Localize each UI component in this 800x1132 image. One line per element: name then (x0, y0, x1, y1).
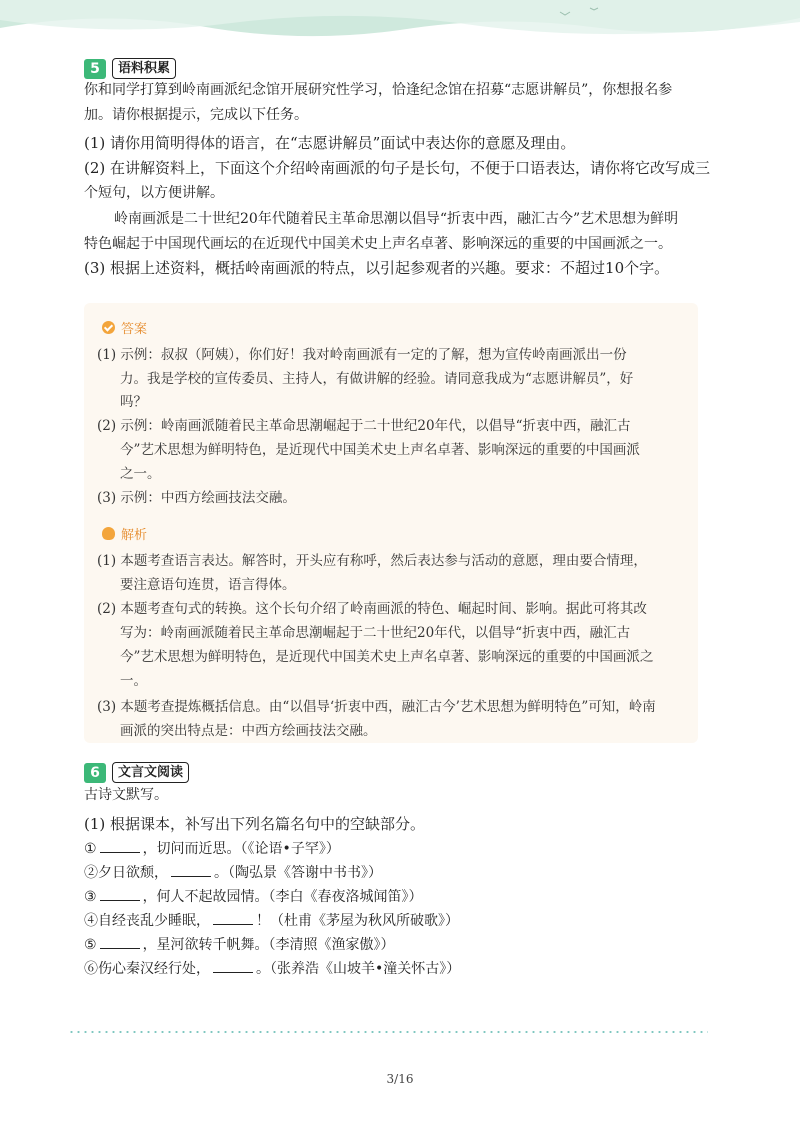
q5-task-3: (3) 根据上述资料，概括岭南画派的特点，以引起参观者的兴趣。要求：不超过10个字。 (84, 259, 670, 277)
lightbulb-icon (102, 527, 115, 540)
analysis-line: 今”艺术思想为鲜明特色，是近现代中国美术史上声名卓著、影响深远的重要的中国画派之 (120, 649, 654, 665)
analysis-line: (3) 本题考查提炼概括信息。由“以倡导‘折衷中西，融汇古今’艺术思想为鲜明特色”可知，岭南 (97, 699, 656, 715)
answer-blank[interactable] (100, 886, 140, 901)
question-6-header (84, 762, 189, 783)
q5-task-1: (1) 请你用简明得体的语言，在“志愿讲解员”面试中表达你的意愿及理由。 (84, 134, 576, 152)
answer-line: 力。我是学校的宣传委员、主持人，有做讲解的经验。请同意我成为“志愿讲解员”，好 (120, 371, 634, 387)
answer-line: (2) 示例：岭南画派随着民主革命思潮崛起于二十世纪20年代，以倡导“折衷中西，融汇古 (97, 418, 631, 434)
page-number: 3/16 (386, 1072, 414, 1086)
answer-blank[interactable] (213, 910, 253, 925)
question-number: 5 (84, 59, 106, 79)
question-tag: 文言文阅读 (112, 762, 189, 783)
analysis-line: 写为：岭南画派随着民主革命思潮崛起于二十世纪20年代，以倡导“折衷中西，融汇古 (120, 625, 631, 641)
answer-blank[interactable] (171, 862, 211, 877)
analysis-line: (2) 本题考查句式的转换。这个长句介绍了岭南画派的特色、崛起时间、影响。据此可将其改 (97, 601, 647, 617)
analysis-heading: 解析 (102, 524, 147, 543)
answer-heading: 答案 (102, 318, 147, 337)
footer-dotted-divider (68, 1031, 708, 1033)
analysis-line: 一。 (120, 673, 147, 689)
question-number: 6 (84, 763, 106, 783)
answer-line: 今”艺术思想为鲜明特色，是近现代中国美术史上声名卓著、影响深远的重要的中国画派 (120, 442, 640, 458)
q5-quote: 特色崛起于中国现代画坛的在近现代中国美术史上声名卓著、影响深远的重要的中国画派之一。 (84, 236, 672, 252)
answer-blank[interactable] (100, 838, 140, 853)
q5-text: 你和同学打算到岭南画派纪念馆开展研究性学习，恰逢纪念馆在招募“志愿讲解员”，你想报名参 (84, 82, 673, 98)
fill-in-item: ⑤ ，星河欲转千帆舞。（李清照《渔家傲》） (84, 934, 395, 955)
fill-in-item: ③ ，何人不起故园情。（李白《春夜洛城闻笛》） (84, 886, 423, 907)
fill-in-item: ⑥伤心秦汉经行处， 。（张养浩《山坡羊•潼关怀古》） (84, 958, 460, 979)
answer-line: 吗？ (120, 394, 147, 410)
question-tag: 语料积累 (112, 58, 176, 79)
question-5-header (84, 58, 176, 79)
q6-task-1: (1) 根据课本，补写出下列名篇名句中的空缺部分。 (84, 815, 426, 833)
answer-line: 之一。 (120, 466, 161, 482)
fill-in-item: ① ，切问而近思。（《论语•子罕》） (84, 838, 340, 859)
fill-in-item: ②夕日欲颓， 。（陶弘景《答谢中书书》） (84, 862, 382, 883)
analysis-line: 画派的突出特点是：中西方绘画技法交融。 (120, 723, 377, 739)
q5-quote: 岭南画派是二十世纪20年代随着民主革命思潮以倡导“折衷中西，融汇古今”艺术思想为鲜明 (114, 211, 679, 227)
analysis-line: (1) 本题考查语言表达。解答时，开头应有称呼，然后表达参与活动的意愿，理由要合情理， (97, 553, 647, 569)
check-icon (102, 321, 115, 334)
q6-intro: 古诗文默写。 (84, 787, 168, 803)
answer-line: (1) 示例：叔叔（阿姨），你们好！我对岭南画派有一定的了解，想为宣传岭南画派出一份 (97, 347, 627, 363)
header-landscape-decoration (0, 0, 800, 50)
fill-in-item: ④自经丧乱少睡眠， ！（杜甫《茅屋为秋风所破歌》） (84, 910, 459, 931)
q5-text: 加。请你根据提示，完成以下任务。 (84, 107, 308, 123)
q5-text: 个短句，以方便讲解。 (84, 185, 224, 201)
q5-task-2: (2) 在讲解资料上，下面这个介绍岭南画派的句子是长句，不便于口语表达，请你将它改写成三 (84, 159, 711, 177)
analysis-line: 要注意语句连贯，语言得体。 (120, 577, 296, 593)
answer-blank[interactable] (100, 934, 140, 949)
answer-blank[interactable] (213, 958, 253, 973)
answer-line: (3) 示例：中西方绘画技法交融。 (97, 490, 296, 506)
